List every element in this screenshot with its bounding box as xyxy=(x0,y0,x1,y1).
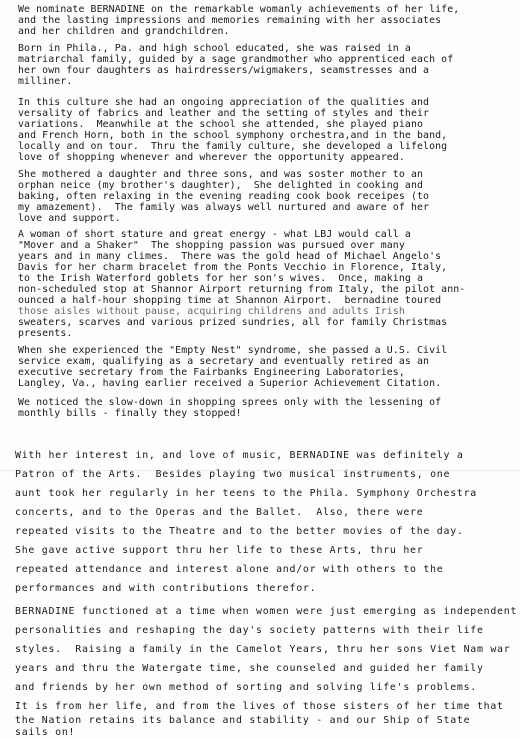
text-line: A woman of short stature and great energy - what LBJ would call a xyxy=(18,229,411,240)
text-line: We nominate BERNADINE on the remarkable womanly achievements of her life, xyxy=(18,4,460,15)
text-line: baking, often relaxing in the evening reading cook book receipes (to xyxy=(18,191,430,202)
text-line: the Nation retains its balance and stability - and our Ship of State xyxy=(15,715,471,726)
text-line: versality of fabrics and leather and the setting of styles and their xyxy=(18,108,430,119)
text-line: repeated visits to the Theatre and to the better movies of the day. xyxy=(15,526,464,537)
text-line: When she experienced the "Empty Nest" syndrome, she passed a U.S. Civil xyxy=(18,345,448,356)
text-line: It is from her life, and from the lives of those sisters of her time that xyxy=(15,701,504,712)
text-line: presents. xyxy=(18,328,73,339)
text-line: ounced a half-hour shopping time at Shannon Airport. bernadine toured xyxy=(18,295,442,306)
text-line: Davis for her charm bracelet from the Ponts Vecchio in Florence, Italy, xyxy=(18,262,448,273)
text-line: and her children and grandchildren. xyxy=(18,26,230,37)
text-line: personalities and reshaping the day's society patterns with their life xyxy=(15,625,484,636)
text-line: performances and with contributions therefor. xyxy=(15,583,317,594)
text-line: service exam, qualifying as a secretary and eventually retired as an xyxy=(18,356,430,367)
text-line: monthly bills - finally they stopped! xyxy=(18,408,242,419)
text-line: years and thru the Watergate time, she counseled and guided her family xyxy=(15,663,484,674)
text-line: Langley, Va., having earlier received a Superior Achievement Citation. xyxy=(18,378,442,389)
text-line: and the lasting impressions and memories remaining with her associates xyxy=(18,15,442,26)
text-line: concerts, and to the Operas and the Ballet. Also, there were xyxy=(15,507,424,518)
text-line: and French Horn, both in the school symphony orchestra,and in the band, xyxy=(18,130,448,141)
text-line: years and in many climes. There was the gold head of Michael Angelo's xyxy=(18,251,442,262)
text-line: her own four daughters as hairdressers/wigmakers, seamstresses and a xyxy=(18,65,430,76)
text-line: my amazement). The family was always well nurtured and aware of her xyxy=(18,202,430,213)
text-line: styles. Raising a family in the Camelot Years, thru her sons Viet Nam war xyxy=(15,644,511,655)
text-line: She gave active support thru her life to these Arts, thru her xyxy=(15,545,424,556)
text-line: sails on! xyxy=(15,727,76,738)
text-line: those aisles without pause, acquiring childrens and adults Irish xyxy=(18,306,405,317)
text-line: With her interest in, and love of music, BERNADINE was definitely a xyxy=(15,450,464,461)
text-line: executive secretary from the Fairbanks Engineering Laboratories, xyxy=(18,367,405,378)
text-line: and friends by her own method of sorting and solving life's problems. xyxy=(15,682,477,693)
text-line: sweaters, scarves and various prized sundries, all for family Christmas xyxy=(18,317,448,328)
text-line: love and support. xyxy=(18,213,121,224)
text-line: variations. Meanwhile at the school she attended, she played piano xyxy=(18,119,424,130)
text-line: matriarchal family, guided by a sage grandmother who apprenticed each of xyxy=(18,54,454,65)
text-line: repeated attendance and interest alone and/or with others to the xyxy=(15,564,444,575)
text-line: Patron of the Arts. Besides playing two musical instruments, one xyxy=(15,469,451,480)
text-line: love of shopping whenever and wherever the opportunity appeared. xyxy=(18,152,405,163)
text-line: aunt took her regularly in her teens to the Phila. Symphony Orchestra xyxy=(15,488,477,499)
text-line: locally and on tour. Thru the family culture, she developed a lifelong xyxy=(18,141,448,152)
text-line: We noticed the slow-down in shopping sprees only with the lessening of xyxy=(18,397,442,408)
text-line: "Mover and a Shaker" The shopping passion was pursued over many xyxy=(18,240,405,251)
text-line: to the Irish Waterford goblets for her son's wives. Once, making a xyxy=(18,273,424,284)
text-line: orphan neice (my brother's daughter), She delighted in cooking and xyxy=(18,180,424,191)
text-line: She mothered a daughter and three sons, and was soster mother to an xyxy=(18,169,424,180)
text-line: Born in Phila., Pa. and high school educated, she was raised in a xyxy=(18,43,411,54)
text-line: milliner. xyxy=(18,76,73,87)
text-line: In this culture she had an ongoing appreciation of the qualities and xyxy=(18,97,430,108)
text-line: BERNADINE functioned at a time when women were just emerging as independent xyxy=(15,606,518,617)
text-line: non-scheduled stop at Shannor Airport returning from Italy, the pilot ann- xyxy=(18,284,466,295)
